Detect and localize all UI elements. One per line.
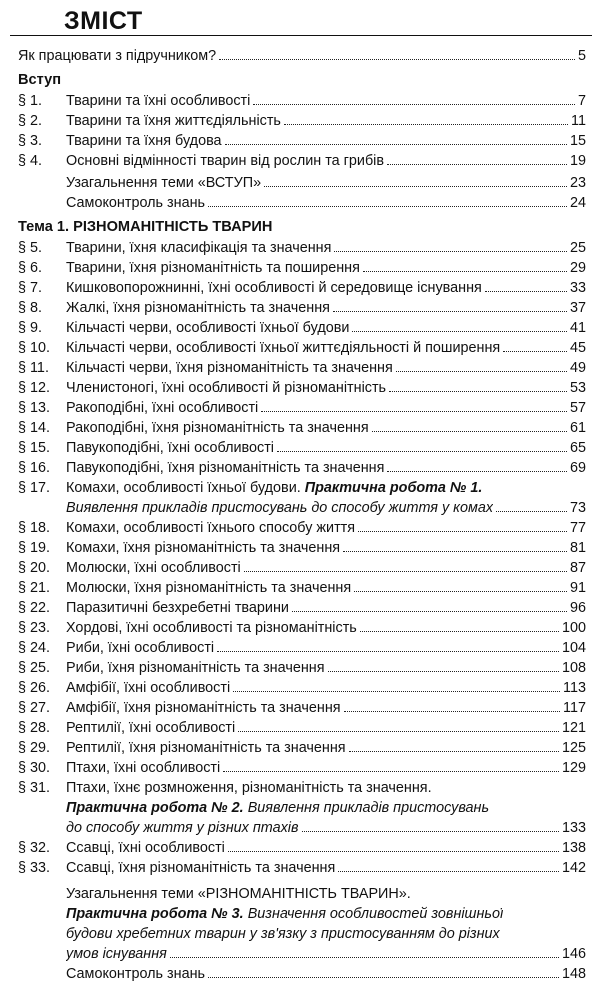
leader-dots [338,871,559,872]
entry-page: 100 [561,620,586,636]
tema1-list [18,238,586,478]
entry-number: § 8. [18,300,43,316]
entry-page: 121 [561,720,586,736]
leader-dots [358,531,567,532]
entry-text: Комахи, особливості їхньої будови. [66,480,301,496]
leader-dots [292,611,567,612]
toc-entry[interactable] [18,698,586,718]
entry-number: § 20. [18,560,51,576]
entry-page: 24 [569,195,586,211]
practice-label: Практична робота № 2. [66,800,244,816]
leader-dots [485,291,567,292]
entry-text-wrap [66,904,503,924]
entry-text: Узагальнення теми «РІЗНОМАНІТНІСТЬ ТВАРИН». [66,886,411,902]
leader-dots [352,331,567,332]
leader-dots [328,671,559,672]
toc-entry[interactable] [18,238,586,258]
leader-dots [396,371,567,372]
leader-dots [261,411,567,412]
entry-text: Кільчасті черви, їхня різноманітність та значення [66,360,393,376]
practice-text: Визначення особливостей зовнішньої [247,906,504,922]
toc-entry[interactable] [18,278,586,298]
leader-dots [363,271,567,272]
leader-dots [225,144,567,145]
entry-number: § 15. [18,440,51,456]
tema1-list2 [18,518,586,778]
entry-text-wrap [66,478,482,498]
toc-entry[interactable] [18,338,586,358]
entry-page: 96 [569,600,586,616]
entry-number: § 12. [18,380,51,396]
entry-number: § 21. [18,580,51,596]
entry-page: 65 [569,440,586,456]
leader-dots [360,631,559,632]
entry-page: 138 [561,840,586,856]
leader-dots [208,977,559,978]
entry-number: § 30. [18,760,51,776]
entry-number: § 2. [18,113,43,129]
entry-page: 33 [569,280,586,296]
entry-text: Хордові, їхні особливості та різноманітність [66,620,357,636]
entry-page: 23 [569,175,586,191]
toc-entry-vstup-summary[interactable] [18,173,586,193]
entry-number: § 26. [18,680,51,696]
entry-text: Ссавці, їхні особливості [66,840,225,856]
entry-number: § 5. [18,240,43,256]
entry-page: 69 [569,460,586,476]
title-rule [10,35,592,36]
toc-entry-tema1-summary-line3[interactable] [18,924,586,944]
toc-entry[interactable] [18,638,586,658]
entry-number: § 7. [18,280,43,296]
entry-text: Комахи, їхня різноманітність та значення [66,540,341,556]
entry-page: 57 [569,400,586,416]
entry-text: будови хребетних тварин у зв'язку з пристосуванням до різних [66,926,500,942]
toc-entry[interactable] [18,318,586,338]
entry-page: 25 [569,240,586,256]
entry-page: 87 [569,560,586,576]
toc-entry[interactable] [18,558,586,578]
vstup-list [18,91,586,171]
entry-number: § 31. [18,780,51,796]
toc-entry[interactable] [18,358,586,378]
entry-text: Основні відмінності тварин від рослин та грибів [66,153,385,169]
leader-dots [334,251,567,252]
entry-number: § 19. [18,540,51,556]
toc-entry-tema1-summary-line4[interactable] [18,944,586,964]
entry-page: 41 [569,320,586,336]
practice-label: Практична робота № 3. [66,906,244,922]
entry-text: Кишковопорожнинні, їхні особливості й середовище існування [66,280,482,296]
toc-entry-31-line3[interactable] [18,818,586,838]
entry-text: Членистоногі, їхні особливості й різноманітність [66,380,387,396]
entry-text: Павукоподібні, їхні особливості [66,440,274,456]
entry-text: Кільчасті черви, особливості їхньої будови [66,320,350,336]
entry-number: § 1. [18,93,43,109]
toc-entry[interactable] [18,438,586,458]
entry-text: Птахи, їхнє розмноження, різноманітність та значення. [66,780,432,796]
leader-dots [387,471,567,472]
entry-number: § 27. [18,700,51,716]
entry-page: 19 [569,153,586,169]
entry-page: 81 [569,540,586,556]
entry-page: 148 [561,966,586,982]
entry-number: § 6. [18,260,43,276]
toc-entry[interactable] [18,578,586,598]
toc-entry[interactable] [18,378,586,398]
leader-dots [503,351,567,352]
toc-entry[interactable] [18,131,586,151]
entry-page: 5 [577,48,586,64]
entry-text: Ракоподібні, їхня різноманітність та значення [66,420,369,436]
entry-page: 29 [569,260,586,276]
leader-dots [253,104,575,105]
entry-number: § 33. [18,860,51,876]
leader-dots [244,571,567,572]
toc-entry-vstup-control[interactable] [18,193,586,213]
page-title: ЗМІСТ [64,7,143,35]
entry-text: Самоконтроль знань [66,966,206,982]
entry-page: 146 [561,946,586,962]
entry-page: 11 [571,113,586,129]
entry-text: Риби, їхні особливості [66,640,215,656]
entry-number: § 9. [18,320,43,336]
toc-entry[interactable] [18,738,586,758]
toc-entry[interactable] [18,598,586,618]
entry-text: Амфібії, їхні особливості [66,680,231,696]
entry-text: Тварини та їхні особливості [66,93,251,109]
entry-text: Молюски, їхня різноманітність та значення [66,580,352,596]
toc-entry[interactable] [18,518,586,538]
toc-entry[interactable] [18,398,586,418]
entry-number: § 23. [18,620,51,636]
leader-dots [217,651,559,652]
entry-text: Кільчасті черви, особливості їхньої життєдіяльності й поширення [66,340,501,356]
toc-entry[interactable] [18,718,586,738]
entry-number: § 24. [18,640,51,656]
entry-number: § 32. [18,840,51,856]
entry-number: § 16. [18,460,51,476]
entry-page: 91 [569,580,586,596]
entry-number: § 25. [18,660,51,676]
practice-text: Виявлення прикладів пристосувань [247,800,490,816]
entry-page: 73 [569,500,586,516]
leader-dots [333,311,567,312]
toc-entry-17-line2[interactable] [18,498,586,518]
tema1-list3 [18,838,586,878]
entry-page: 113 [563,680,586,696]
entry-text: Виявлення прикладів пристосувань до способу життя у комах [66,500,494,516]
entry-text: Тварини, їхня різноманітність та поширення [66,260,360,276]
toc-entry-tema1-summary-line2[interactable] [18,904,586,924]
entry-text: Комахи, особливості їхнього способу життя [66,520,356,536]
section-heading-vstup: Вступ [18,72,62,88]
leader-dots [219,59,575,60]
leader-dots [264,186,567,187]
leader-dots [389,391,567,392]
entry-text: Узагальнення теми «ВСТУП» [66,175,262,191]
leader-dots [302,831,559,832]
toc-entry[interactable] [18,258,586,278]
leader-dots [170,957,559,958]
entry-text: Як працювати з підручником? [18,48,217,64]
toc-entry-17[interactable] [18,478,586,498]
entry-number: § 22. [18,600,51,616]
entry-number: § 13. [18,400,51,416]
toc-entry-31-line2[interactable] [18,798,586,818]
entry-text: Паразитичні безхребетні тварини [66,600,289,616]
entry-text: умов існування [66,946,167,962]
leader-dots [496,511,567,512]
entry-number: § 17. [18,480,51,496]
toc-entry[interactable] [18,838,586,858]
entry-page: 7 [577,93,586,109]
entry-page: 133 [561,820,586,836]
entry-text: Тварини та їхня життєдіяльність [66,113,281,129]
entry-text-wrap [66,798,489,818]
toc-entry[interactable] [18,538,586,558]
entry-page: 129 [561,760,586,776]
entry-page: 77 [569,520,586,536]
toc-entry[interactable] [18,678,586,698]
leader-dots [223,771,559,772]
entry-number: § 29. [18,740,51,756]
entry-page: 49 [569,360,586,376]
leader-dots [277,451,567,452]
leader-dots [228,851,559,852]
entry-number: § 18. [18,520,51,536]
entry-page: 142 [561,860,586,876]
entry-number: § 14. [18,420,51,436]
entry-text: Самоконтроль знань [66,195,206,211]
entry-number: § 28. [18,720,51,736]
entry-text: Птахи, їхні особливості [66,760,221,776]
toc-entry-31[interactable] [18,778,586,798]
entry-page: 37 [569,300,586,316]
leader-dots [372,431,567,432]
toc-entry-tema1-control[interactable] [18,964,586,984]
entry-page: 45 [569,340,586,356]
leader-dots [238,731,559,732]
entry-page: 53 [569,380,586,396]
entry-text: Рептилії, їхні особливості [66,720,236,736]
leader-dots [343,551,567,552]
leader-dots [354,591,567,592]
entry-text: Рептилії, їхня різноманітність та значення [66,740,346,756]
entry-number: § 11. [18,360,49,376]
toc-entry[interactable] [18,658,586,678]
entry-text: Тварини, їхня класифікація та значення [66,240,332,256]
toc-entry[interactable] [18,758,586,778]
entry-number: § 10. [18,340,51,356]
toc-entry-intro[interactable] [18,46,586,66]
entry-page: 125 [561,740,586,756]
leader-dots [349,751,559,752]
toc-entry[interactable] [18,91,586,111]
entry-page: 108 [561,660,586,676]
toc-entry[interactable] [18,618,586,638]
practice-label: Практична робота № 1. [304,480,483,496]
entry-number: § 3. [18,133,43,149]
toc-entry-tema1-summary[interactable] [18,884,586,904]
toc-entry[interactable] [18,298,586,318]
entry-page: 61 [569,420,586,436]
leader-dots [344,711,560,712]
entry-text: Павукоподібні, їхня різноманітність та значення [66,460,385,476]
entry-text: Молюски, їхні особливості [66,560,241,576]
toc-entry[interactable] [18,111,586,131]
leader-dots [208,206,567,207]
toc-entry[interactable] [18,418,586,438]
entry-page: 15 [569,133,586,149]
entry-text: Жалкі, їхня різноманітність та значення [66,300,330,316]
leader-dots [284,124,568,125]
leader-dots [233,691,560,692]
toc-entry[interactable] [18,151,586,171]
entry-text: Ракоподібні, їхні особливості [66,400,259,416]
entry-text: Ссавці, їхня різноманітність та значення [66,860,336,876]
section-heading-tema1: Тема 1. РІЗНОМАНІТНІСТЬ ТВАРИН [18,219,273,235]
toc-entry[interactable] [18,458,586,478]
entry-page: 104 [561,640,586,656]
entry-number: § 4. [18,153,43,169]
entry-text: Тварини та їхня будова [66,133,222,149]
leader-dots [387,164,567,165]
entry-text: Риби, їхня різноманітність та значення [66,660,325,676]
entry-text: Амфібії, їхня різноманітність та значення [66,700,341,716]
entry-text: до способу життя у різних птахів [66,820,299,836]
toc-entry[interactable] [18,858,586,878]
entry-page: 117 [563,700,586,716]
